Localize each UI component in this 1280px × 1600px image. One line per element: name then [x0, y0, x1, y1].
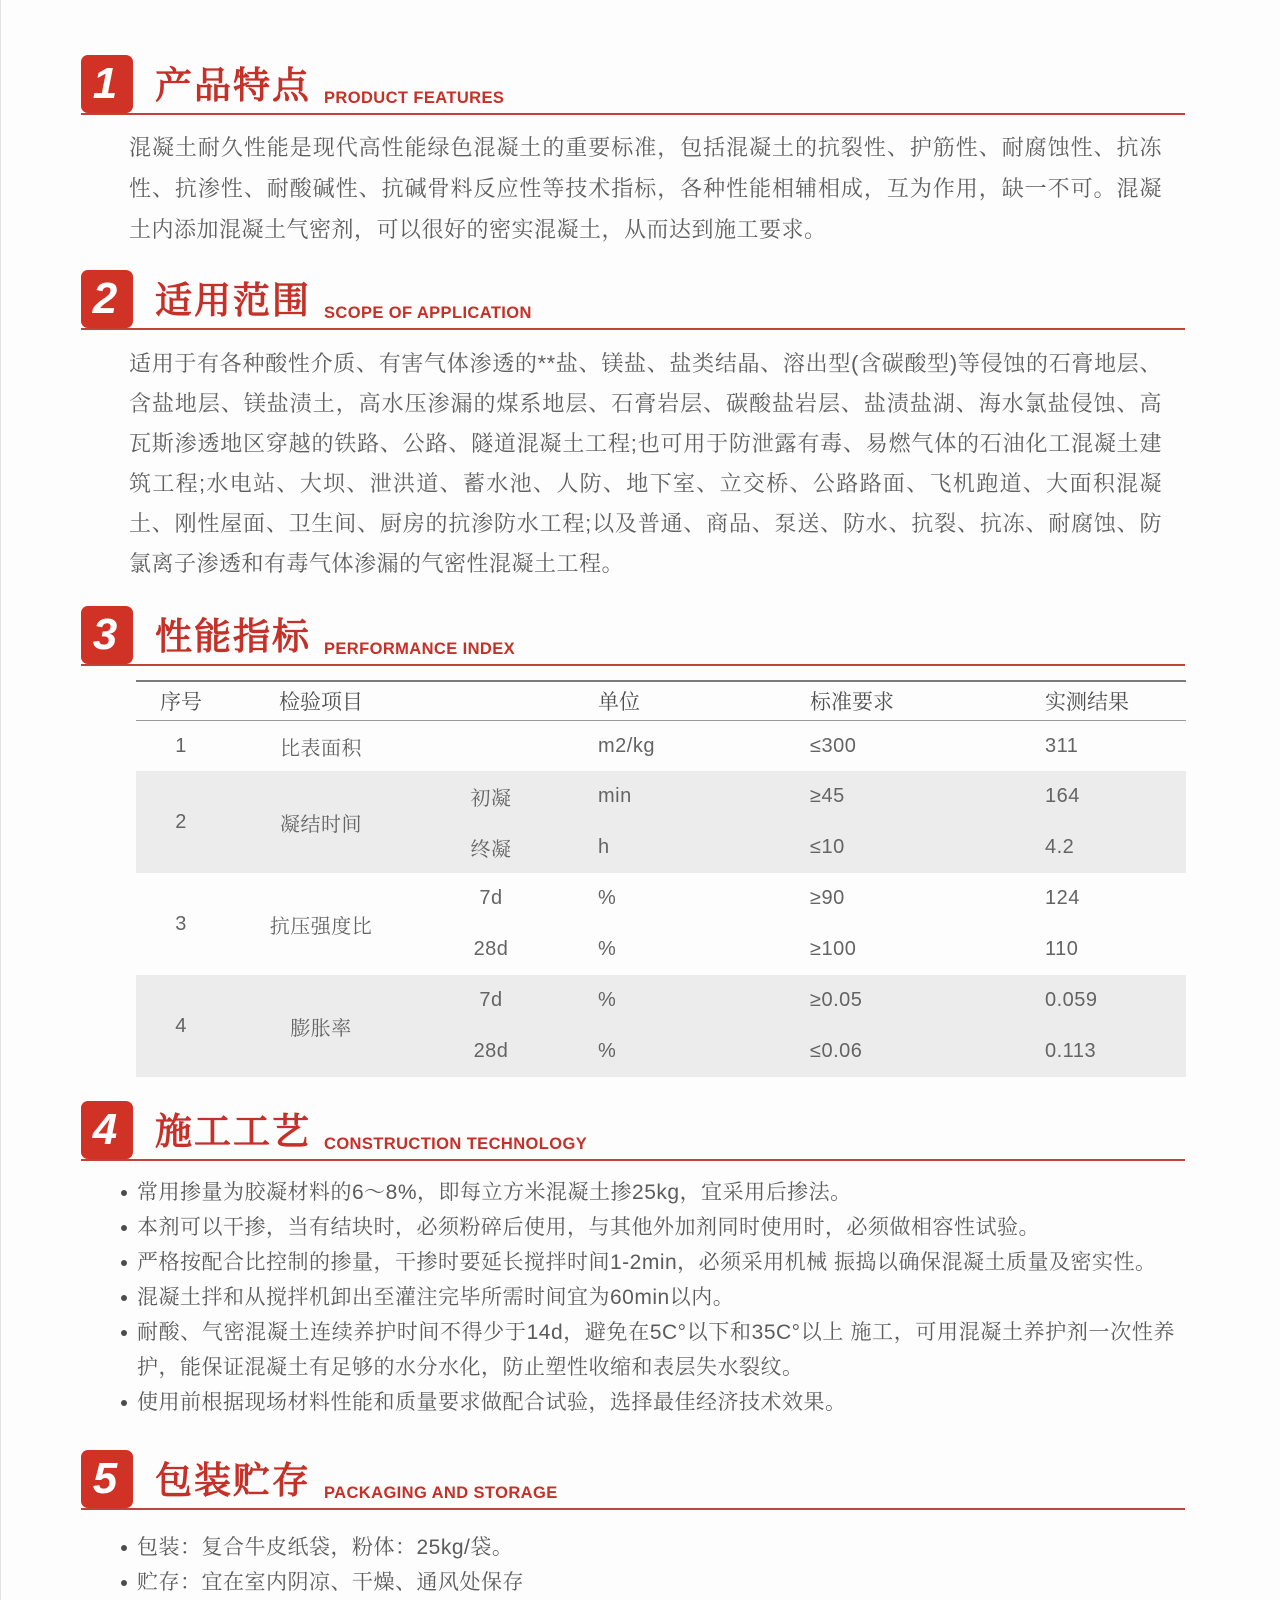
unit-value: min — [598, 785, 632, 807]
section-construction-technology — [81, 1101, 1185, 1420]
section-title-en: CONSTRUCTION TECHNOLOGY — [324, 1134, 588, 1153]
row-number: 2 — [175, 810, 187, 833]
section-title-zh: 适用范围 — [155, 280, 311, 321]
standard-value: ≤300 — [810, 734, 857, 757]
section-title-en: SCOPE OF APPLICATION — [324, 303, 532, 322]
section-number-badge: 1 — [81, 55, 133, 113]
column-header: 序号 — [160, 691, 202, 714]
section-packaging-and-storage — [81, 1450, 1185, 1600]
measured-value: 110 — [1045, 938, 1079, 960]
section-body-text: 混凝土耐久性能是现代高性能绿色混凝土的重要标准，包括混凝土的抗裂性、护筋性、耐腐蚀性、抗冻性、抗渗性、耐酸碱性、抗碱骨料反应性等技术指标，各种性能相辅相成，互为作用，缺一不可。混凝土内添加混凝土气密剂，可以很好的密实混凝土，从而达到施工要求。 — [129, 135, 1162, 242]
measured-value: 0.113 — [1045, 1040, 1097, 1062]
sub-item: 初凝 — [470, 788, 512, 810]
row-number: 4 — [175, 1014, 187, 1037]
table-row — [136, 771, 1186, 873]
section-number-badge: 3 — [81, 606, 133, 664]
column-header: 单位 — [598, 691, 640, 714]
section-header — [81, 55, 1185, 115]
sub-item: 终凝 — [470, 839, 512, 861]
section-title-en: PERFORMANCE INDEX — [324, 639, 516, 658]
section-header — [81, 606, 1185, 666]
measured-value: 124 — [1045, 887, 1080, 909]
section-title-zh: 施工工艺 — [155, 1111, 311, 1152]
table-row — [136, 873, 1186, 975]
standard-value: ≥100 — [810, 938, 857, 960]
measured-value: 4.2 — [1045, 836, 1075, 858]
section-title-zh: 性能指标 — [155, 616, 311, 657]
section-title-en: PRODUCT FEATURES — [324, 88, 505, 107]
section-title-zh: 包装贮存 — [155, 1460, 311, 1501]
packaging-bullet-list — [81, 1530, 1185, 1600]
bullet-item: 常用掺量为胶凝材料的6～8%，即每立方米混凝土掺25kg，宜采用后掺法。 — [119, 1175, 1175, 1210]
measured-value: 0.059 — [1045, 989, 1098, 1011]
test-item: 比表面积 — [280, 737, 362, 760]
bullet-item: 本剂可以干掺，当有结块时，必须粉碎后使用，与其他外加剂同时使用时，必须做相容性试验。 — [119, 1210, 1175, 1245]
test-item: 膨胀率 — [290, 1017, 352, 1040]
bullet-item: 严格按配合比控制的掺量，干掺时要延长搅拌时间1-2min，必须采用机械 振捣以确保混凝土质量及密实性。 — [119, 1245, 1175, 1280]
standard-value: ≤0.06 — [810, 1040, 863, 1062]
section-number-badge: 2 — [81, 270, 133, 328]
column-header-empty — [416, 682, 566, 720]
table-header-row — [136, 680, 1186, 721]
bullet-item: 使用前根据现场材料性能和质量要求做配合试验，选择最佳经济技术效果。 — [119, 1385, 1175, 1420]
column-header: 实测结果 — [1045, 691, 1129, 714]
section-header — [81, 270, 1185, 330]
section-title-en: PACKAGING AND STORAGE — [324, 1483, 558, 1502]
bullet-item: 耐酸、气密混凝土连续养护时间不得少于14d，避免在5C°以下和35C°以上 施工，可用混凝土养护剂一次性养护，能保证混凝土有足够的水分水化，防止塑性收缩和表层失水裂纹。 — [119, 1315, 1175, 1385]
standard-value: ≤10 — [810, 836, 845, 858]
row-number: 1 — [175, 734, 187, 757]
sub-item: 7d — [479, 989, 503, 1011]
bullet-item: 包装：复合牛皮纸袋，粉体：25kg/袋。 — [119, 1530, 1175, 1565]
unit-value: % — [598, 887, 617, 909]
standard-value: ≥45 — [810, 785, 845, 807]
standard-value: ≥0.05 — [810, 989, 863, 1011]
row-number: 3 — [175, 912, 187, 935]
unit-value: % — [598, 1040, 617, 1062]
section-number-badge: 4 — [81, 1101, 133, 1159]
sub-item: 28d — [473, 1040, 509, 1062]
measured-value: 311 — [1045, 734, 1079, 757]
table-row — [136, 975, 1186, 1077]
sub-item: 28d — [473, 938, 509, 960]
construction-bullet-list — [81, 1175, 1185, 1420]
section-header — [81, 1101, 1185, 1161]
standard-value: ≥90 — [810, 887, 845, 909]
performance-table — [136, 680, 1186, 1077]
section-number-badge: 5 — [81, 1450, 133, 1508]
measured-value: 164 — [1045, 785, 1080, 807]
section-body-text: 适用于有各种酸性介质、有害气体渗透的**盐、镁盐、盐类结晶、溶出型(含碳酸型)等侵蚀的石膏地层、含盐地层、镁盐渍土，高水压渗漏的煤系地层、石膏岩层、碳酸盐岩层、盐渍盐湖、海水氯盐侵蚀、高瓦斯渗透地区穿越的铁路、公路、隧道混凝土工程;也可用于防泄露有毒、易燃气体的石油化工混凝土建筑工程;水电站、大坝、泄洪道、蓄水池、人防、地下室、立交桥、公路路面、飞机跑道、大面积混凝土、刚性屋面、卫生间、厨房的抗渗防水工程;以及普通、商品、泵送、防水、抗裂、抗冻、耐腐蚀、防氯离子渗透和有毒气体渗漏的气密性混凝土工程。 — [129, 351, 1162, 576]
section-performance-index — [81, 606, 1185, 1077]
test-item: 抗压强度比 — [269, 915, 373, 938]
column-header: 标准要求 — [810, 691, 894, 714]
sub-item: 7d — [479, 887, 503, 909]
section-title-zh: 产品特点 — [155, 65, 311, 106]
unit-value: % — [598, 989, 617, 1011]
section-scope-of-application — [81, 270, 1185, 584]
sub-item — [416, 721, 566, 771]
unit-value: m2/kg — [598, 734, 655, 757]
unit-value: h — [598, 836, 610, 858]
column-header: 检验项目 — [279, 691, 363, 714]
unit-value: % — [598, 938, 617, 960]
table-row — [136, 721, 1186, 771]
section-product-features — [81, 55, 1185, 250]
test-item: 凝结时间 — [280, 813, 362, 836]
bullet-item: 贮存：宜在室内阴凉、干燥、通风处保存 — [119, 1565, 1175, 1600]
bullet-item: 混凝土拌和从搅拌机卸出至灌注完毕所需时间宜为60min以内。 — [119, 1280, 1175, 1315]
section-header — [81, 1450, 1185, 1510]
